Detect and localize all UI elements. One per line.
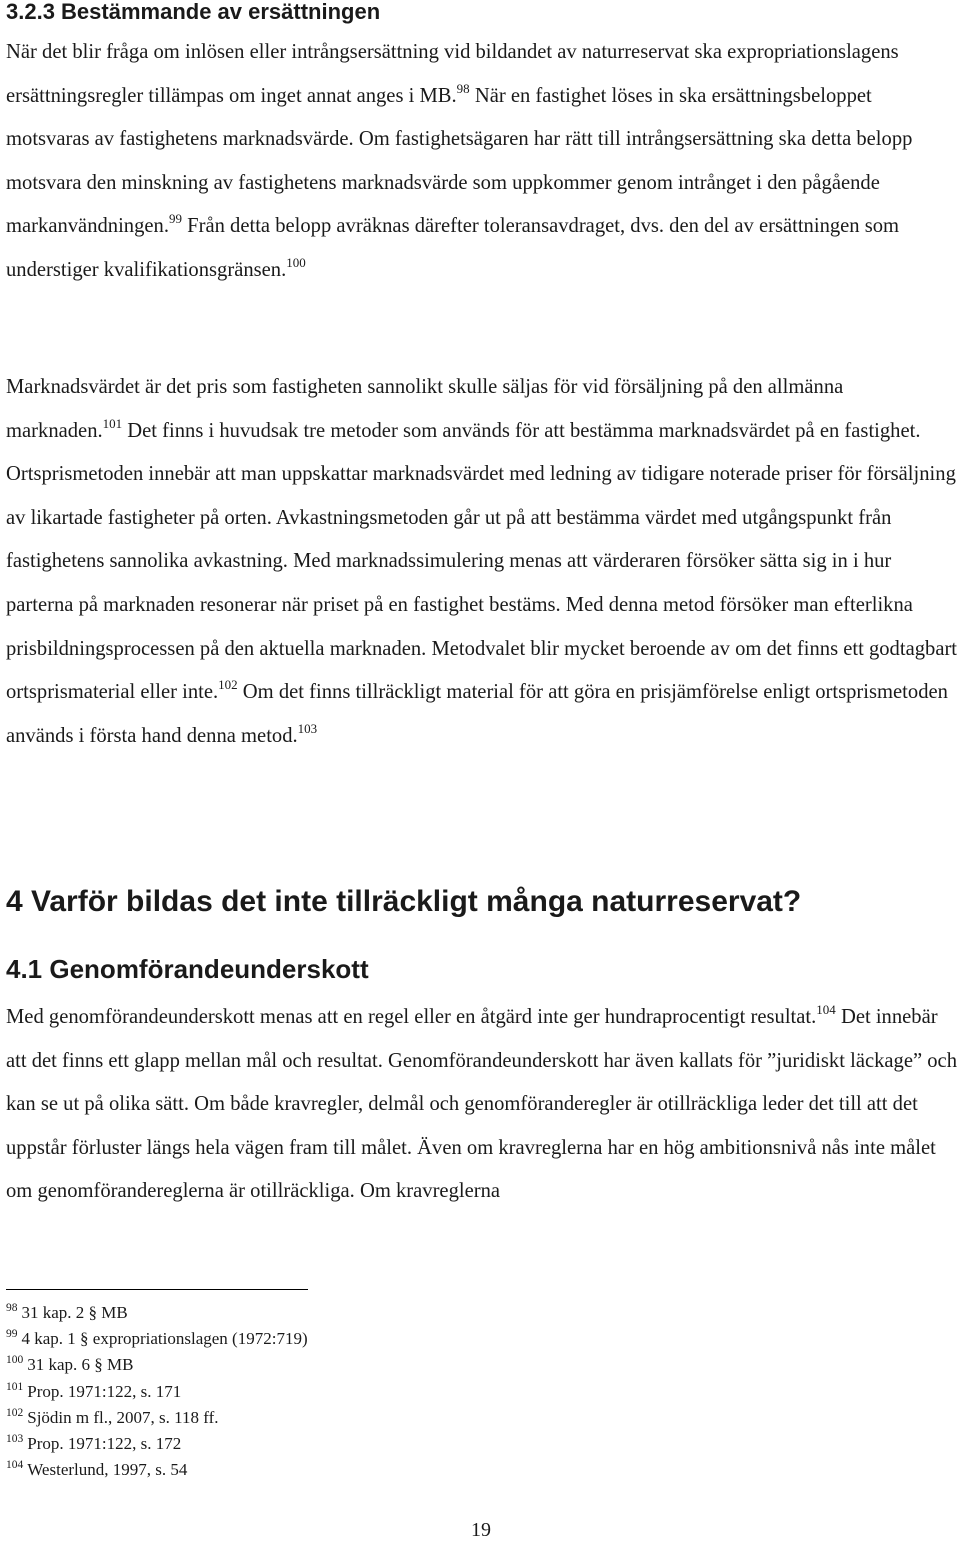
footnote-list (6, 1301, 308, 1484)
footnote-text: Westerlund, 1997, s. 54 (27, 1460, 188, 1480)
paragraph-compensation-rules (6, 31, 958, 293)
sentence: Det innebär att det finns ett glapp mellan mål och resultat. Genomförandeunderskott har även kallats för ”juridiskt läckage” och kan se ut på olika sätt. Om både kravregler, delmål och genomföranderegler är otillräckliga leder det till att det uppstår förluster längs hela vägen fram till målet. Även om kravreglerna har en hög ambitionsnivå nås inte målet om genomförandereglerna är otillräckliga. Om kravreglerna (6, 1006, 957, 1203)
sentence: Från detta belopp avräknas därefter toleransavdraget, dvs. den del av ersättningen som understiger kvalifikationsgränsen. (6, 215, 900, 281)
footnote-item (6, 1327, 308, 1353)
sentence: Det finns i huvudsak tre metoder som används för att bestämma marknadsvärdet på en fastighet. Ortsprismetoden innebär att man uppskattar marknadsvärdet med ledning av tidigare noterade priser för försäljning av likartade fastigheter på orten. Avkastningsmetoden går ut på att bestämma värdet med utgångspunkt från fastighetens sannolika avkastning. Med marknadssimulering menas att värderaren försöker sätta sig in i hur parterna på marknaden resonerar när priset på en fastighet bestäms. Med denna metod försöker man efterlikna prisbildningsprocessen på den aktuella marknaden. Metodvalet blir mycket beroende av om det finns ett godtagbart ortsprismaterial eller inte. (6, 419, 958, 704)
footnote-ref[interactable]: 100 (286, 254, 306, 270)
footnote-ref[interactable]: 98 (456, 80, 470, 96)
footnote-ref[interactable]: 104 (816, 1002, 836, 1017)
footnote-item (6, 1301, 308, 1327)
footnote-text: Prop. 1971:122, s. 171 (27, 1381, 182, 1401)
footnote-item (6, 1432, 308, 1458)
footnote-ref[interactable]: 102 (218, 677, 238, 693)
document-page (6, 0, 956, 1543)
footnote-number: 98 (6, 1302, 18, 1314)
footnote-ref[interactable]: 103 (297, 720, 318, 736)
footnote-item (6, 1353, 308, 1379)
paragraph-implementation-deficit (6, 996, 958, 1214)
page-number: 19 (471, 1519, 491, 1541)
footnote-ref[interactable]: 99 (168, 211, 182, 227)
footnote-text: 4 kap. 1 § expropriationslagen (1972:719) (21, 1329, 308, 1349)
footnote-number: 102 (6, 1406, 24, 1419)
footnote-text: 31 kap. 2 § MB (21, 1303, 128, 1322)
footnote-number: 101 (6, 1380, 24, 1393)
footnote-text: Sjödin m fl., 2007, s. 118 ff. (27, 1407, 219, 1427)
sentence: Med genomförandeunderskott menas att en regel eller en åtgärd inte ger hundraprocentigt resultat. (6, 1006, 817, 1028)
sentence: När en fastighet löses in ska ersättningsbeloppet motsvaras av fastighetens marknadsvärde. Om fastighetsägaren har rätt till intrångsersättning ska detta belopp motsvara den minskning av fastighetens marknadsvärde som uppkommer genom intrånget i den pågående markanvändningen. (6, 84, 913, 238)
footnote-text: Prop. 1971:122, s. 172 (27, 1434, 182, 1454)
section-heading: 3.2.3 Bestämmande av ersättningen (6, 0, 381, 24)
footnote-number: 103 (6, 1433, 24, 1446)
footnote-ref[interactable]: 101 (102, 415, 123, 431)
footnote-number: 104 (6, 1459, 24, 1472)
footnote-item (6, 1458, 308, 1484)
footnote-divider (6, 1289, 308, 1290)
chapter-heading: 4 Varför bildas det inte tillräckligt många naturreservat? (6, 885, 802, 918)
footnote-text: 31 kap. 6 § MB (27, 1355, 134, 1375)
footnote-number: 100 (6, 1354, 24, 1367)
footnote-number: 99 (6, 1328, 18, 1341)
sentence: Marknadsvärdet är det pris som fastigheten sannolikt skulle säljas för vid försäljning på den allmänna marknaden. (6, 376, 844, 442)
footnote-item (6, 1406, 308, 1432)
sentence: Om det finns tillräckligt material för att göra en prisjämförelse enligt ortsprismetoden används i första hand denna metod. (6, 681, 948, 747)
paragraph-market-value (6, 366, 958, 758)
sentence: När det blir fråga om inlösen eller intrångsersättning vid bildandet av naturreservat ska expropriationslagens ersättningsregler tillämpas om inget annat anges i MB. (6, 41, 899, 107)
footnote-item (6, 1380, 308, 1406)
subsection-heading: 4.1 Genomförandeunderskott (6, 954, 369, 984)
